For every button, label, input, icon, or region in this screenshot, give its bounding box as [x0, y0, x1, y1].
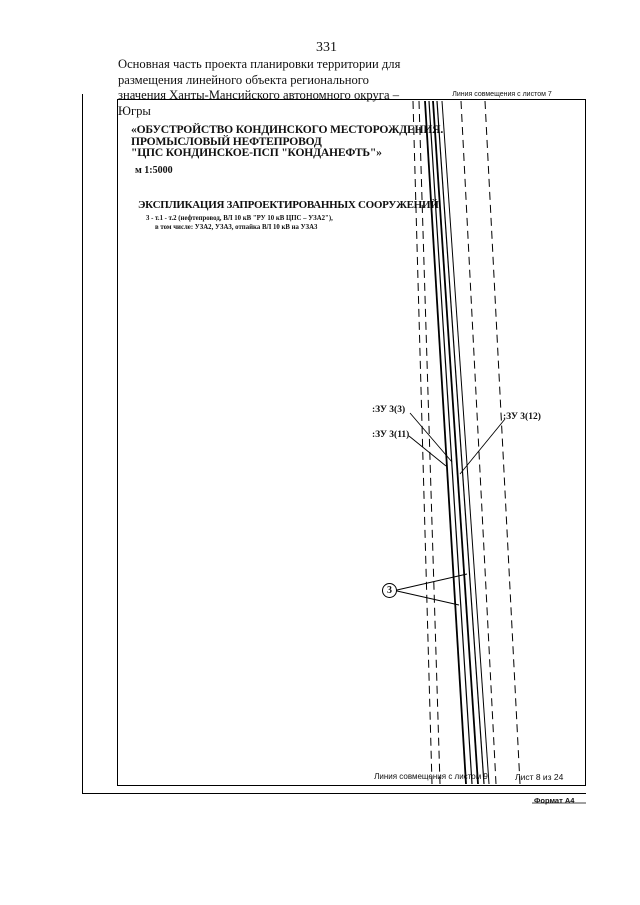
title-line: "ЦПС КОНДИНСКОЕ-ПСП "КОНДАНЕФТЬ"»: [131, 146, 382, 159]
header-line: Основная часть проекта планировки территории для: [118, 57, 401, 71]
leader-line: [409, 436, 446, 466]
pipeline-line: [433, 101, 478, 784]
land-plot-label-3-3: :ЗУ 3(3): [372, 405, 406, 415]
land-plot-label-3-11: :ЗУ 3(11): [372, 430, 410, 440]
leader-line: [460, 419, 505, 474]
header-line: размещения линейного объекта регионального: [118, 72, 369, 87]
boundary-line-dashed: [485, 101, 520, 784]
land-plot-label-3-12: :ЗУ 3(12): [503, 412, 541, 422]
title-line: ПРОМЫСЛОВЫЙ НЕФТЕПРОВОД: [131, 134, 322, 148]
match-line-top-label: Линия совмещения с листом 7: [452, 91, 552, 98]
pipeline-line: [425, 101, 466, 784]
leader-line: [397, 574, 467, 590]
page-number: 331: [316, 40, 337, 55]
match-line-bottom-label: Линия совмещения с листом 9: [374, 772, 488, 781]
leader-line: [397, 591, 459, 605]
title-line: «ОБУСТРОЙСТВО КОНДИНСКОГО МЕСТОРОЖДЕНИЯ.: [131, 123, 444, 136]
sheet-format: Формат А4: [534, 796, 575, 805]
sheet-number: Лист 8 из 24: [515, 772, 564, 782]
object-marker-3: 3: [382, 583, 397, 598]
drawing-scale: м 1:5000: [135, 164, 173, 176]
boundary-line-dashed: [461, 101, 496, 784]
explication-heading: ЭКСПЛИКАЦИЯ ЗАПРОЕКТИРОВАННЫХ СООРУЖЕНИЙ: [138, 199, 439, 211]
header-line: значения Ханты-Мансийского автономного округа –: [118, 88, 399, 102]
explication-item-line: 3 - т.1 - т.2 (нефтепровод, ВЛ 10 кВ "РУ 10 кВ ЦПС – УЗА2"),: [146, 215, 333, 222]
explication-item-line: в том числе: УЗА2, УЗА3, отпайка ВЛ 10 кВ на УЗА3: [155, 223, 318, 231]
header-line: Югры: [118, 103, 151, 118]
